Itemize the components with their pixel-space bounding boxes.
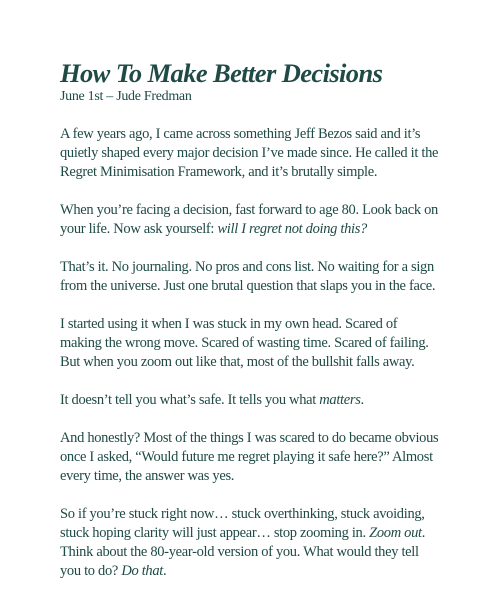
text-segment: making the wrong move. Scared of wasting time. Scared of failing. bbox=[60, 335, 429, 351]
article-byline: June 1st – Jude Fredman bbox=[60, 89, 192, 104]
text-line bbox=[60, 334, 440, 353]
text-segment: from the universe. Just one brutal question that slaps you in the face. bbox=[60, 278, 436, 294]
text-line bbox=[60, 258, 440, 277]
emphasized-text: Zoom out bbox=[369, 525, 422, 541]
text-line bbox=[60, 543, 440, 562]
text-line bbox=[60, 467, 440, 486]
article-body bbox=[60, 125, 440, 581]
text-segment: When you’re facing a decision, fast forward to age 80. Look back on bbox=[60, 202, 438, 218]
text-line bbox=[60, 429, 440, 448]
paragraph bbox=[60, 125, 440, 182]
text-line bbox=[60, 144, 440, 163]
text-segment: It doesn’t tell you what’s safe. It tells you what bbox=[60, 392, 320, 408]
text-line bbox=[60, 391, 440, 410]
emphasized-text: will I regret not doing this? bbox=[217, 221, 367, 237]
text-segment: quietly shaped every major decision I’ve made since. He called it the bbox=[60, 145, 439, 161]
text-line bbox=[60, 353, 440, 372]
paragraph bbox=[60, 429, 440, 486]
text-line bbox=[60, 315, 440, 334]
text-segment: once I asked, “Would future me regret playing it safe here?” Almost bbox=[60, 449, 433, 465]
text-segment: But when you zoom out like that, most of the bullshit falls away. bbox=[60, 354, 415, 370]
text-segment: And honestly? Most of the things I was scared to do became obvious bbox=[60, 430, 439, 446]
text-line bbox=[60, 163, 440, 182]
paragraph bbox=[60, 258, 440, 296]
text-line bbox=[60, 448, 440, 467]
text-line bbox=[60, 524, 440, 543]
text-segment: A few years ago, I came across something Jeff Bezos said and it’s bbox=[60, 126, 421, 142]
text-segment: you to do? bbox=[60, 563, 122, 579]
emphasized-text: matters bbox=[319, 392, 361, 408]
emphasized-text: Do that bbox=[121, 563, 163, 579]
text-segment: your life. Now ask yourself: bbox=[60, 221, 218, 237]
text-segment: Regret Minimisation Framework, and it’s brutally simple. bbox=[60, 164, 378, 180]
paragraph bbox=[60, 505, 440, 581]
text-line bbox=[60, 201, 440, 220]
article bbox=[60, 58, 440, 600]
text-segment: stuck hoping clarity will just appear… stop zooming in. bbox=[60, 525, 370, 541]
article-title: How To Make Better Decisions bbox=[60, 58, 383, 88]
text-line bbox=[60, 125, 440, 144]
text-line bbox=[60, 505, 440, 524]
text-line bbox=[60, 562, 440, 581]
text-line bbox=[60, 277, 440, 296]
text-segment: . bbox=[421, 525, 426, 541]
text-line bbox=[60, 220, 440, 239]
paragraph bbox=[60, 391, 440, 410]
paragraph bbox=[60, 315, 440, 372]
text-segment: . bbox=[163, 563, 167, 579]
text-segment: So if you’re stuck right now… stuck overthinking, stuck avoiding, bbox=[60, 506, 425, 522]
text-segment: Think about the 80-year-old version of you. What would they tell bbox=[60, 544, 419, 560]
text-segment: I started using it when I was stuck in my own head. Scared of bbox=[60, 316, 398, 332]
text-segment: every time, the answer was yes. bbox=[60, 468, 235, 484]
text-segment: . bbox=[360, 392, 364, 408]
text-segment: That’s it. No journaling. No pros and cons list. No waiting for a sign bbox=[60, 259, 434, 275]
paragraph bbox=[60, 201, 440, 239]
